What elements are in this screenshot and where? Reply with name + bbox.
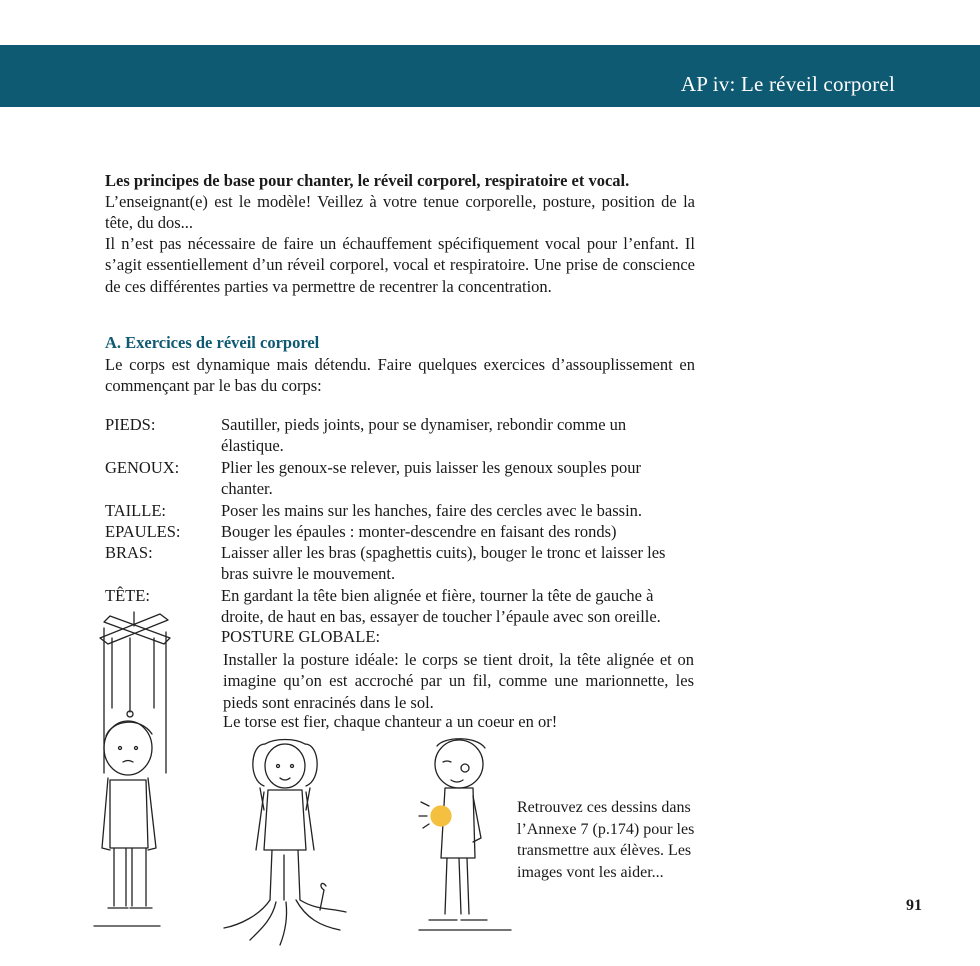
rooted-girl-illustration	[220, 740, 350, 950]
page-number: 91	[906, 897, 922, 914]
intro-heading: Les principes de base pour chanter, le réveil corporel, respiratoire et vocal.	[105, 171, 630, 190]
golden-heart-boy-illustration	[415, 738, 515, 938]
exercise-label: EPAULES:	[105, 522, 181, 541]
chapter-title: AP iv: Le réveil corporel	[680, 72, 895, 96]
exercise-text: En gardant la tête bien alignée et fière, tourner la tête de gauche à droite, de haut en bas, essayer de toucher l’épaule avec son oreille.	[221, 586, 661, 627]
exercise-label: TÊTE:	[105, 586, 150, 605]
exercise-text: Plier les genoux-se relever, puis laisser les genoux souples pour chanter.	[221, 458, 641, 499]
intro-paragraph-1: L’enseignant(e) est le modèle! Veillez à votre tenue corporelle, posture, position de la tête, du dos...	[105, 192, 695, 233]
intro-paragraph-2: Il n’est pas nécessaire de faire un échauffement spécifiquement vocal pour l’enfant. Il s’agit essentiellement d’un réveil corporel, vocal et respiratoire. Une prise de conscience de ces différentes parties va permettre de recentrer la concentration.	[105, 234, 695, 296]
annex-note: Retrouvez ces dessins dans l’Annexe 7 (p.174) pour les transmettre aux élèves. Les images vont les aider...	[517, 799, 695, 881]
exercise-text: Laisser aller les bras (spaghettis cuits), bouger le tronc et laisser les bras suivre le mouvement.	[221, 543, 666, 584]
section-a-heading: A. Exercices de réveil corporel	[105, 333, 320, 352]
section-a-intro: Le corps est dynamique mais détendu. Faire quelques exercices d’assouplissement en commençant par le bas du corps:	[105, 355, 695, 396]
marionette-child-illustration	[90, 608, 180, 938]
posture-text-2: Le torse est fier, chaque chanteur a un coeur en or!	[223, 712, 558, 731]
exercise-label: BRAS:	[105, 543, 153, 562]
posture-text: Installer la posture idéale: le corps se tient droit, la tête alignée et on imagine qu’on est accroché par un fil, comme une marionnette, les pieds sont enracinés dans le sol.	[223, 650, 694, 712]
exercise-label: TAILLE:	[105, 501, 166, 520]
exercise-text: Sautiller, pieds joints, pour se dynamiser, rebondir comme un élastique.	[221, 415, 627, 456]
exercise-text: Bouger les épaules : monter-descendre en faisant des ronds)	[221, 522, 617, 541]
exercise-label: PIEDS:	[105, 415, 156, 434]
posture-title: POSTURE GLOBALE:	[221, 627, 381, 646]
exercise-label: GENOUX:	[105, 458, 180, 477]
exercise-text: Poser les mains sur les hanches, faire des cercles avec le bassin.	[221, 501, 643, 520]
